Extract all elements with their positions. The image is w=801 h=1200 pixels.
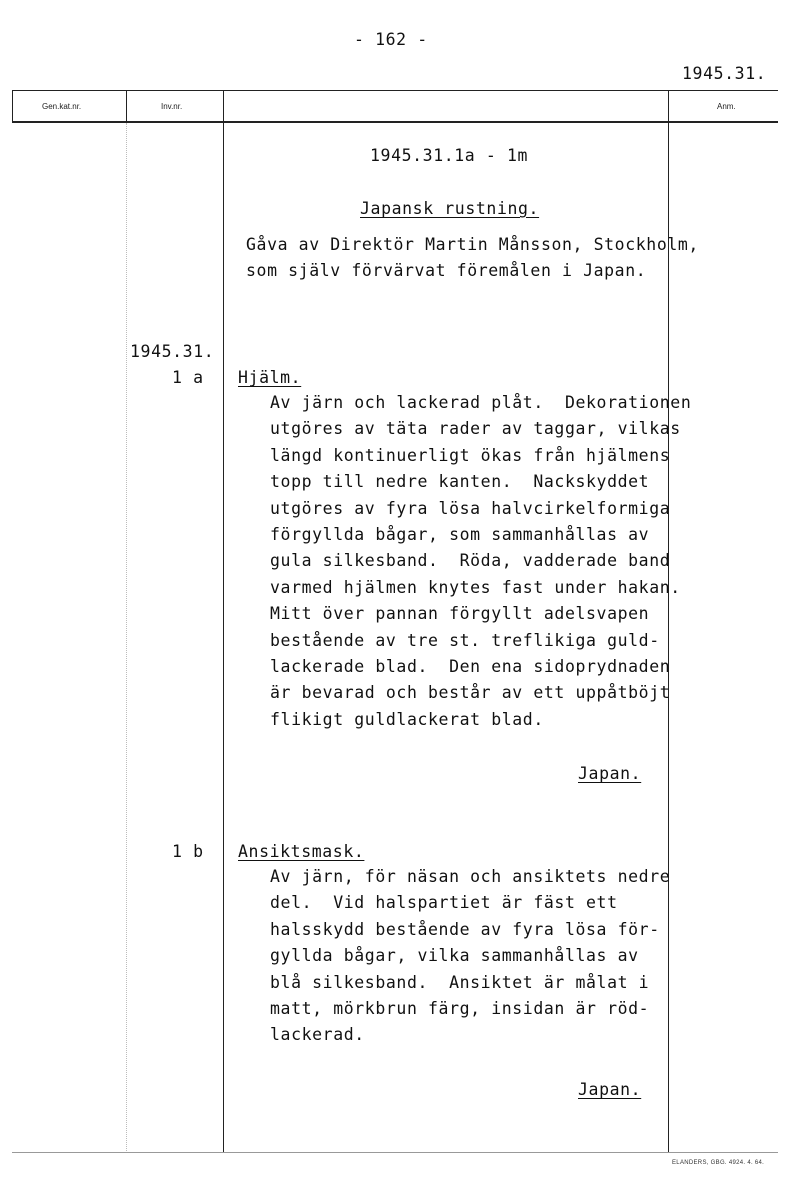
entry-title: Japansk rustning.: [360, 199, 540, 218]
item-inv-number: 1 b: [172, 842, 204, 861]
column-divider-1: [126, 90, 127, 122]
catalog-id: 1945.31.: [682, 64, 767, 83]
footer-rule: [12, 1152, 778, 1153]
entry-range: 1945.31.1a - 1m: [370, 146, 529, 165]
description-line: flikigt guldlackerat blad.: [270, 709, 544, 729]
description-line: lackerade blad. Den ena sidoprydnaden: [270, 656, 671, 676]
description-line: utgöres av täta rader av taggar, vilkas: [270, 419, 681, 439]
description-line: varmed hjälmen knytes fast under hakan.: [270, 577, 681, 597]
column-header-anm: Anm.: [717, 102, 736, 111]
item-origin: Japan.: [578, 764, 642, 783]
column-guide-1: [126, 123, 127, 1153]
item-heading: Hjälm.: [238, 368, 302, 387]
description-line: halsskydd bestående av fyra lösa för-: [270, 919, 660, 939]
printer-imprint: ELANDERS, GBG. 4924. 4. 64.: [672, 1160, 765, 1166]
entry-gift-line-2: som själv förvärvat föremålen i Japan.: [246, 261, 647, 280]
inv-main-number: 1945.31.: [130, 342, 215, 361]
description-line: blå silkesband. Ansiktet är målat i: [270, 972, 650, 992]
description-line: gyllda bågar, vilka sammanhållas av: [270, 946, 639, 966]
entry-gift-line-1: Gåva av Direktör Martin Månsson, Stockholm,: [246, 235, 699, 254]
description-line: utgöres av fyra lösa halvcirkelformiga: [270, 498, 671, 518]
item-description: [270, 390, 691, 733]
description-line: bestående av tre st. treflikiga guld-: [270, 630, 660, 650]
column-header-gen-kat-nr: Gen.kat.nr.: [42, 102, 82, 111]
description-line: matt, mörkbrun färg, insidan är röd-: [270, 998, 650, 1018]
column-divider-left: [12, 90, 13, 122]
column-divider-2: [223, 90, 224, 1152]
description-line: är bevarad och består av ett uppåtböjt: [270, 683, 671, 703]
item-origin: Japan.: [578, 1080, 642, 1099]
description-line: gula silkesband. Röda, vadderade band: [270, 551, 671, 571]
description-line: del. Vid halspartiet är fäst ett: [270, 893, 618, 913]
description-line: längd kontinuerligt ökas från hjälmens: [270, 445, 671, 465]
description-line: förgyllda bågar, som sammanhållas av: [270, 524, 650, 544]
description-line: lackerad.: [270, 1025, 365, 1045]
page-number: - 162 -: [354, 30, 428, 49]
description-line: Av järn och lackerad plåt. Dekorationen: [270, 393, 692, 412]
column-header-inv-nr: Inv.nr.: [161, 102, 183, 111]
description-line: Mitt över pannan förgyllt adelsvapen: [270, 604, 650, 624]
item-description: [270, 864, 670, 1049]
item-inv-number: 1 a: [172, 368, 204, 387]
description-line: topp till nedre kanten. Nackskyddet: [270, 472, 650, 492]
description-line: Av järn, för näsan och ansiktets nedre: [270, 867, 671, 886]
item-heading: Ansiktsmask.: [238, 842, 365, 861]
